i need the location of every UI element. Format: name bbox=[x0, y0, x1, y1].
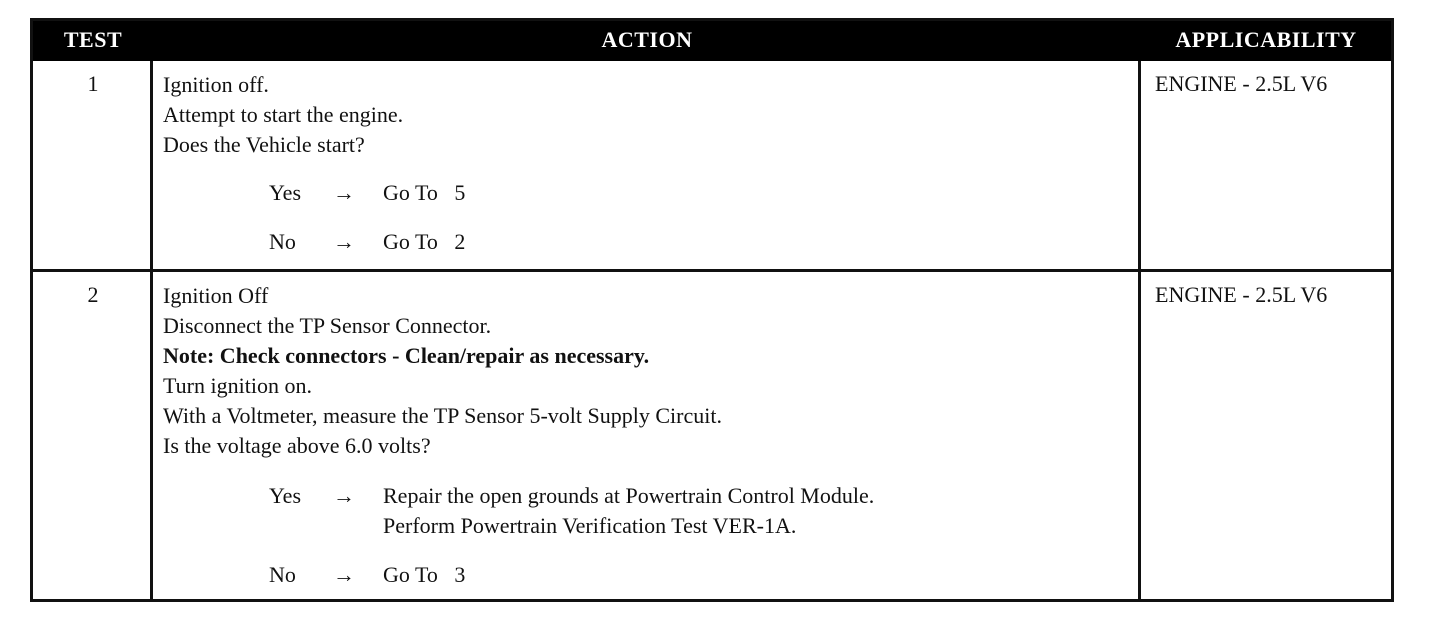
action-cell bbox=[163, 70, 1123, 257]
arrow-icon: → bbox=[333, 483, 355, 508]
response-no bbox=[163, 227, 1123, 257]
action-line: Is the voltage above 6.0 volts? bbox=[163, 433, 431, 458]
action-line: Ignition Off bbox=[163, 283, 269, 308]
arrow-icon: → bbox=[333, 562, 355, 587]
header-action: ACTION bbox=[601, 27, 693, 52]
table-row bbox=[33, 61, 1391, 269]
answer-label: No bbox=[269, 229, 296, 254]
answer-label: Yes bbox=[269, 483, 302, 508]
response-result: Perform Powertrain Verification Test VER-1A. bbox=[383, 513, 797, 538]
response-yes-continued bbox=[163, 511, 1123, 541]
action-line: Does the Vehicle start? bbox=[163, 132, 365, 157]
response-result: Repair the open grounds at Powertrain Control Module. bbox=[383, 483, 875, 508]
action-note: Note: Check connectors - Clean/repair as necessary. bbox=[163, 343, 650, 368]
response-yes bbox=[163, 178, 1123, 208]
table-row bbox=[33, 272, 1391, 599]
response-yes bbox=[163, 481, 1123, 511]
response-no bbox=[163, 560, 1123, 590]
arrow-icon: → bbox=[333, 229, 355, 254]
answer-label: Yes bbox=[269, 180, 302, 205]
response-result: Go To 2 bbox=[383, 229, 466, 254]
action-line: Ignition off. bbox=[163, 72, 269, 97]
action-line: With a Voltmeter, measure the TP Sensor 5-volt Supply Circuit. bbox=[163, 403, 722, 428]
header-test: TEST bbox=[63, 27, 123, 52]
response-result: Go To 5 bbox=[383, 180, 466, 205]
action-line: Disconnect the TP Sensor Connector. bbox=[163, 313, 492, 338]
response-result: Go To 3 bbox=[383, 562, 466, 587]
answer-label: No bbox=[269, 562, 296, 587]
table-header bbox=[33, 21, 1391, 61]
arrow-icon: → bbox=[333, 180, 355, 205]
action-line: Attempt to start the engine. bbox=[163, 102, 404, 127]
action-line: Turn ignition on. bbox=[163, 373, 312, 398]
action-cell bbox=[163, 281, 1123, 590]
header-applicability: APPLICABILITY bbox=[1175, 27, 1357, 52]
applicability-cell: ENGINE - 2.5L V6 bbox=[1155, 282, 1328, 307]
diagnostic-test-table bbox=[30, 18, 1394, 602]
test-number: 2 bbox=[87, 282, 99, 307]
applicability-cell: ENGINE - 2.5L V6 bbox=[1155, 71, 1328, 96]
test-number: 1 bbox=[87, 71, 99, 96]
